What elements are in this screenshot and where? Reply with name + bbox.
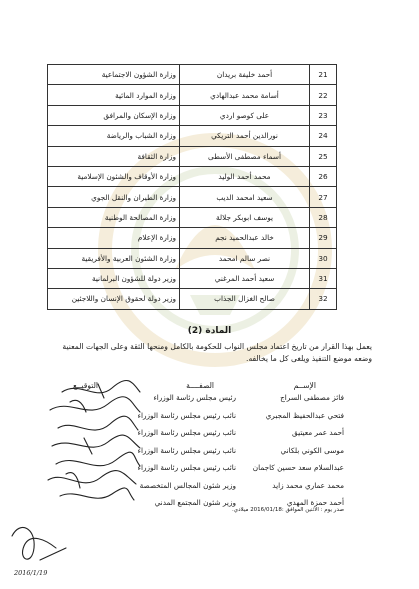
- member-name: صالح الغزال الجذاب: [180, 289, 310, 309]
- signatory-title: نائب رئيس مجلس رئاسة الوزراء: [137, 428, 236, 437]
- ministry-name: وزارة الإسكان والمرافق: [48, 105, 180, 125]
- handwritten-date: 2016/1/19: [14, 569, 48, 577]
- table-row: [48, 207, 337, 227]
- member-name: خالد عبدالحميد نجم: [180, 228, 310, 248]
- row-number: 27: [310, 187, 337, 207]
- row-number: 23: [310, 105, 337, 125]
- member-name: محمد أحمد الوليد: [180, 166, 310, 186]
- article-text: يعمل بهذا القرار من تاريخ اعتماد مجلس النواب للحكومة بالكامل ومنحها الثقة وعلى الجهات المعنية وضعه موضع التنفيذ ويلغى كل ما يخالفه.: [62, 342, 372, 363]
- signatory-name: أحمد حمزة المهدي: [286, 498, 344, 507]
- signatories-header: [44, 381, 344, 393]
- table-row: [48, 146, 337, 166]
- header-signature: التوقيــع: [72, 381, 98, 390]
- signatory-title: رئيس مجلس رئاسة الوزراء: [153, 393, 236, 402]
- member-name: سعيد امحمد الديب: [180, 187, 310, 207]
- table-row: [48, 85, 337, 105]
- row-number: 31: [310, 268, 337, 288]
- signatory-name: أحمد عمر معيتيق: [292, 428, 344, 437]
- header-name: الإســم: [293, 381, 316, 390]
- row-number: 32: [310, 289, 337, 309]
- ministry-name: وزير دولة لحقوق الإنسان واللاجئين: [48, 289, 180, 309]
- table-row: [48, 166, 337, 186]
- signatory-name: موسى الكوني بلكاني: [280, 445, 344, 455]
- ministry-name: وزارة الشؤون الاجتماعية: [48, 65, 180, 85]
- header-title: الصفــــة: [186, 381, 214, 390]
- ministry-name: وزارة الإعلام: [48, 228, 180, 248]
- issued-date-note: صدر يوم : الاثنين الموافق :2016/01/18 ميلادي.: [232, 507, 344, 513]
- signatory-row: [44, 481, 344, 495]
- signatory-title: نائب رئيس مجلس رئاسة الوزراء: [137, 445, 236, 455]
- signature-date: [12, 527, 66, 560]
- row-number: 30: [310, 248, 337, 268]
- ministry-name: وزارة الموارد المائية: [48, 85, 180, 105]
- member-name: أحمد خليفة بريدان: [180, 65, 310, 85]
- members-table-wrap: [47, 64, 337, 310]
- signatory-name: فتحي عبدالحفيظ المجبري: [265, 410, 344, 420]
- member-name: أسامة محمد عبدالهادي: [180, 85, 310, 105]
- signatory-row: [44, 393, 344, 407]
- signatory-title: نائب رئيس مجلس رئاسة الوزراء: [137, 410, 236, 420]
- member-name: يوسف ابوبكر جلالة: [180, 207, 310, 227]
- row-number: 29: [310, 228, 337, 248]
- table-row: [48, 187, 337, 207]
- row-number: 24: [310, 126, 337, 146]
- member-name: على كوصو اردي: [180, 105, 310, 125]
- ministry-name: وزارة الثقافة: [48, 146, 180, 166]
- ministry-name: وزارة الأوقاف والشئون الإسلامية: [48, 166, 180, 186]
- table-row: [48, 228, 337, 248]
- member-name: نصر سالم امحمد: [180, 248, 310, 268]
- row-number: 26: [310, 166, 337, 186]
- signatory-name: محمد عماري محمد زايد: [272, 480, 344, 490]
- signatory-row: [44, 446, 344, 460]
- signatory-name: فائز مصطفى السراج: [280, 393, 344, 402]
- table-row: [48, 126, 337, 146]
- signatory-row: [44, 463, 344, 477]
- row-number: 21: [310, 65, 337, 85]
- signatory-row: [44, 428, 344, 442]
- table-row: [48, 248, 337, 268]
- row-number: 22: [310, 85, 337, 105]
- table-row: [48, 289, 337, 309]
- ministry-name: وزير دولة للشؤون البرلمانية: [48, 268, 180, 288]
- signatory-title: وزير شئون المجالس المتخصصة: [139, 480, 236, 490]
- signatory-title: وزير شئون المجتمع المدني: [154, 498, 236, 507]
- row-number: 28: [310, 207, 337, 227]
- member-name: أسماء مصطفى الأسطى: [180, 146, 310, 166]
- ministry-name: وزارة الطيران والنقل الجوي: [48, 187, 180, 207]
- signatory-name: عبدالسلام سعد حسين كاجمان: [252, 463, 344, 472]
- table-row: [48, 268, 337, 288]
- member-name: نورالدين أحمد التريكي: [180, 126, 310, 146]
- members-table: [47, 64, 337, 310]
- table-row: [48, 105, 337, 125]
- table-row: [48, 65, 337, 85]
- ministry-name: وزارة الشباب والرياضة: [48, 126, 180, 146]
- article-title: المادة (2): [187, 326, 232, 336]
- member-name: سعيد أحمد المرغني: [180, 268, 310, 288]
- ministry-name: وزارة المصالحة الوطنية: [48, 207, 180, 227]
- ministry-name: وزارة الشئون العربية والأفريقية: [48, 248, 180, 268]
- row-number: 25: [310, 146, 337, 166]
- signatory-title: نائب رئيس مجلس رئاسة الوزراء: [137, 463, 236, 472]
- signatory-row: [44, 411, 344, 425]
